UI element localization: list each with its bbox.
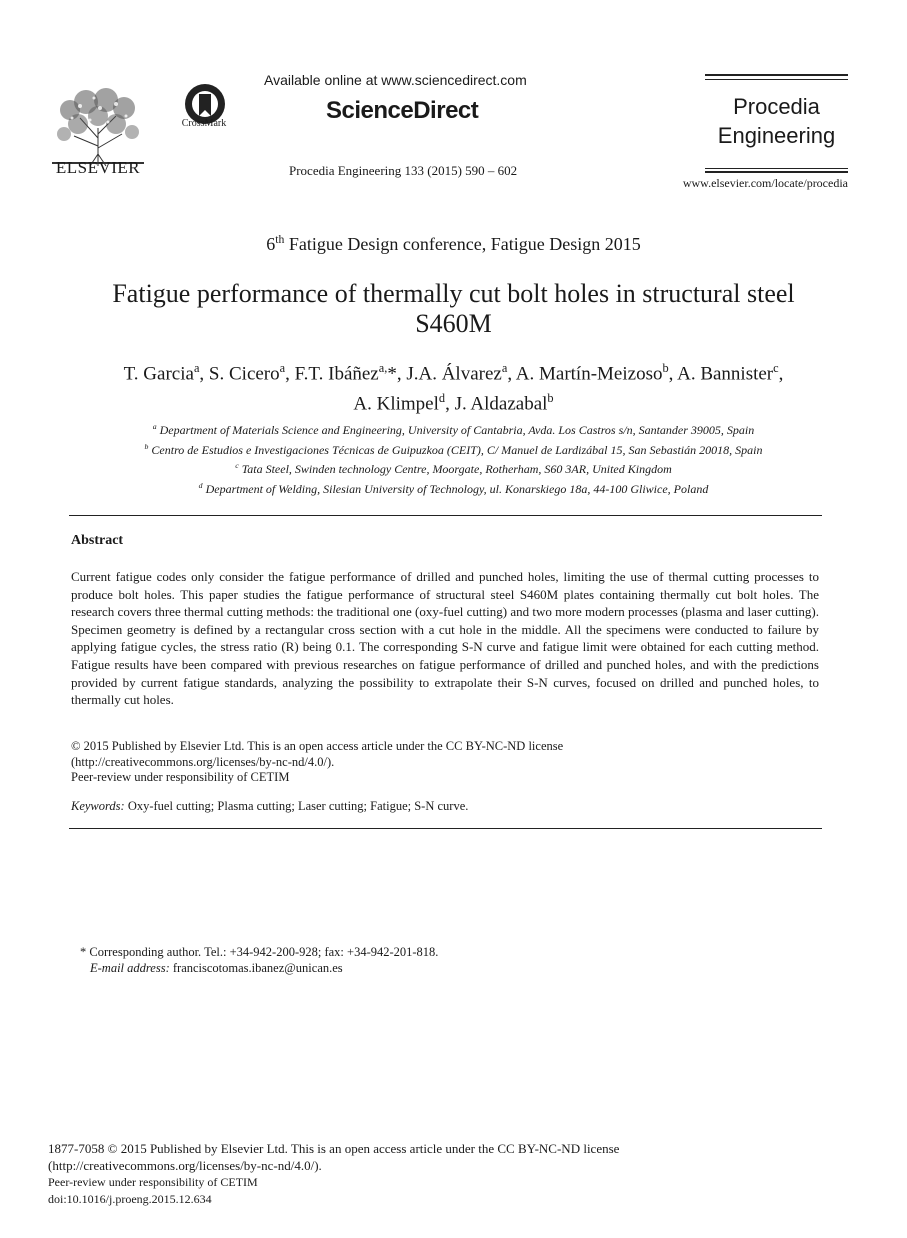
affiliation-text: Department of Materials Science and Engineering, University of Cantabria, Avda. Los Castros s/n, Santander 39005, Spain bbox=[156, 423, 755, 437]
crossmark-label: CrossMark bbox=[181, 118, 227, 129]
conference-ordinal: th bbox=[275, 233, 285, 246]
journal-rule-bottom bbox=[705, 171, 848, 173]
author-affil: a bbox=[193, 361, 200, 375]
author-sep: , bbox=[668, 363, 678, 385]
email-label: E-mail address: bbox=[90, 961, 170, 975]
affiliation-text: Department of Welding, Silesian University of Technology, ul. Konarskiego 18a, 44-100 Gliwice, Poland bbox=[202, 481, 709, 496]
affiliation-marker: b bbox=[144, 441, 149, 451]
author-sep: , bbox=[285, 363, 295, 385]
footer-peer-review: Peer-review under responsibility of CETIM bbox=[48, 1175, 258, 1189]
footer-license-link[interactable]: http://creativecommons.org/licenses/by-nc-nd/4.0/ bbox=[52, 1157, 315, 1173]
affiliation-marker: d bbox=[198, 480, 203, 490]
conference-name bbox=[0, 233, 907, 255]
author-name: J.A. Álvarez bbox=[406, 363, 502, 385]
corresponding-author bbox=[80, 944, 780, 976]
available-online[interactable]: Available online at www.sciencedirect.com bbox=[264, 72, 527, 88]
abstract-heading: Abstract bbox=[71, 533, 124, 548]
copyright-paren-close: ). bbox=[326, 754, 335, 769]
affiliation-item bbox=[60, 419, 847, 439]
affiliation-list bbox=[60, 419, 847, 497]
author-name: T. Garcia bbox=[123, 363, 194, 385]
author-affil: a bbox=[279, 361, 286, 375]
author-name: A. Martín-Meizoso bbox=[515, 363, 663, 385]
author-affil: c bbox=[773, 361, 779, 375]
journal-reference: Procedia Engineering 133 (2015) 590 – 602 bbox=[289, 163, 518, 178]
journal-title-line2: Engineering bbox=[717, 123, 836, 148]
publisher-name: ELSEVIER bbox=[55, 158, 141, 177]
affiliation-marker: c bbox=[235, 461, 239, 470]
author-affil: a, bbox=[378, 361, 388, 375]
affiliation-item bbox=[60, 478, 847, 498]
author-sep: , bbox=[445, 393, 455, 415]
keywords-label: Keywords: bbox=[71, 799, 125, 813]
footer-doi[interactable]: doi:10.1016/j.proeng.2015.12.634 bbox=[48, 1191, 212, 1206]
journal-title-line1: Procedia bbox=[733, 94, 820, 119]
author-sep: , bbox=[778, 363, 784, 385]
journal-rule-top-thin bbox=[705, 79, 848, 80]
section-rule-bottom bbox=[69, 828, 822, 829]
license-link[interactable]: http://creativecommons.org/licenses/by-nc-nd/4.0/ bbox=[75, 754, 327, 769]
affiliation-text: Centro de Estudios e Investigaciones Técnicas de Guipuzkoa (CEIT), C/ Manuel de Lardizábal 15, San Sebastián 20018, Spain bbox=[148, 442, 763, 457]
affiliation-item bbox=[60, 458, 847, 478]
author-sep: , bbox=[199, 363, 209, 385]
affiliation-text: Tata Steel, Swinden technology Centre, Moorgate, Rotherham, S60 3AR, United Kingdom bbox=[238, 462, 672, 476]
paper-title-line2: S460M bbox=[415, 309, 492, 338]
author-affil: b bbox=[662, 361, 669, 375]
author-list bbox=[60, 356, 847, 417]
author-name: F.T. Ibáñez bbox=[294, 363, 379, 385]
author-affil: a bbox=[501, 361, 508, 375]
page-footer bbox=[48, 1141, 868, 1207]
copyright-line1: © 2015 Published by Elsevier Ltd. This is an open access article under the CC BY-NC-ND license bbox=[71, 739, 564, 753]
author-sep: *, bbox=[387, 363, 407, 385]
copyright-paren-open: ( bbox=[71, 754, 76, 769]
abstract-body: Current fatigue codes only consider the fatigue performance of drilled and punched holes, limiting the use of thermal cutting processes to produce bolt holes. This paper studies the fatigue performance of structural steel S460M plates containing thermally cut bolt holes. The research covers three thermal cutting methods: the traditional one (oxy-fuel cutting) and two more modern processes (plasma and laser cutting). Specimen geometry is defined by a rectangular cross section with a cut hole in the middle. All the specimens were conducted to failure by applying fatigue cycles, the stress ratio (R) being 0.1. The corresponding S-N curve and fatigue limit were obtained for each cutting method. Fatigue results have been compared with previous researches on fatigue performance of drilled and punched holes, and with the predictions provided by current fatigue standards, analyzing the possibility to extrapolate their S-N curves, focused on drilled and punched holes, to thermally cut holes. bbox=[71, 569, 819, 708]
conference-number: 6 bbox=[266, 234, 276, 254]
journal-rule-top bbox=[705, 74, 848, 76]
journal-url[interactable]: www.elsevier.com/locate/procedia bbox=[682, 176, 848, 190]
copyright-notice bbox=[71, 739, 819, 786]
journal-rule-bottom-thin bbox=[705, 168, 848, 169]
affiliation-item bbox=[60, 439, 847, 459]
author-name: S. Cicero bbox=[208, 363, 280, 385]
paper-title bbox=[60, 279, 847, 339]
keywords-text: Oxy-fuel cutting; Plasma cutting; Laser cutting; Fatigue; S-N curve. bbox=[124, 799, 469, 813]
footer-paren-close: ). bbox=[314, 1157, 322, 1173]
author-sep: , bbox=[507, 363, 516, 385]
peer-review-note: Peer-review under responsibility of CETIM bbox=[71, 770, 290, 784]
author-name: A. Bannister bbox=[677, 363, 774, 385]
conference-rest: Fatigue Design conference, Fatigue Design 2015 bbox=[284, 234, 641, 254]
author-name: J. Aldazabal bbox=[454, 393, 548, 415]
corresponding-contact: * Corresponding author. Tel.: +34-942-200-928; fax: +34-942-201-818. bbox=[80, 945, 439, 959]
section-rule-top bbox=[69, 515, 822, 516]
author-affil: d bbox=[438, 391, 446, 406]
sciencedirect-logo[interactable]: ScienceDirect bbox=[326, 97, 479, 124]
footer-paren-open: ( bbox=[48, 1157, 53, 1173]
email-address[interactable]: franciscotomas.ibanez@unican.es bbox=[169, 961, 343, 975]
paper-title-line1: Fatigue performance of thermally cut bolt holes in structural steel bbox=[112, 279, 795, 308]
author-name: A. Klimpel bbox=[353, 393, 439, 415]
footer-license: 1877-7058 © 2015 Published by Elsevier Ltd. This is an open access article under the CC BY-NC-ND license bbox=[48, 1141, 620, 1156]
author-affil: b bbox=[547, 391, 554, 406]
keywords bbox=[71, 799, 819, 814]
affiliation-marker: a bbox=[152, 422, 157, 431]
